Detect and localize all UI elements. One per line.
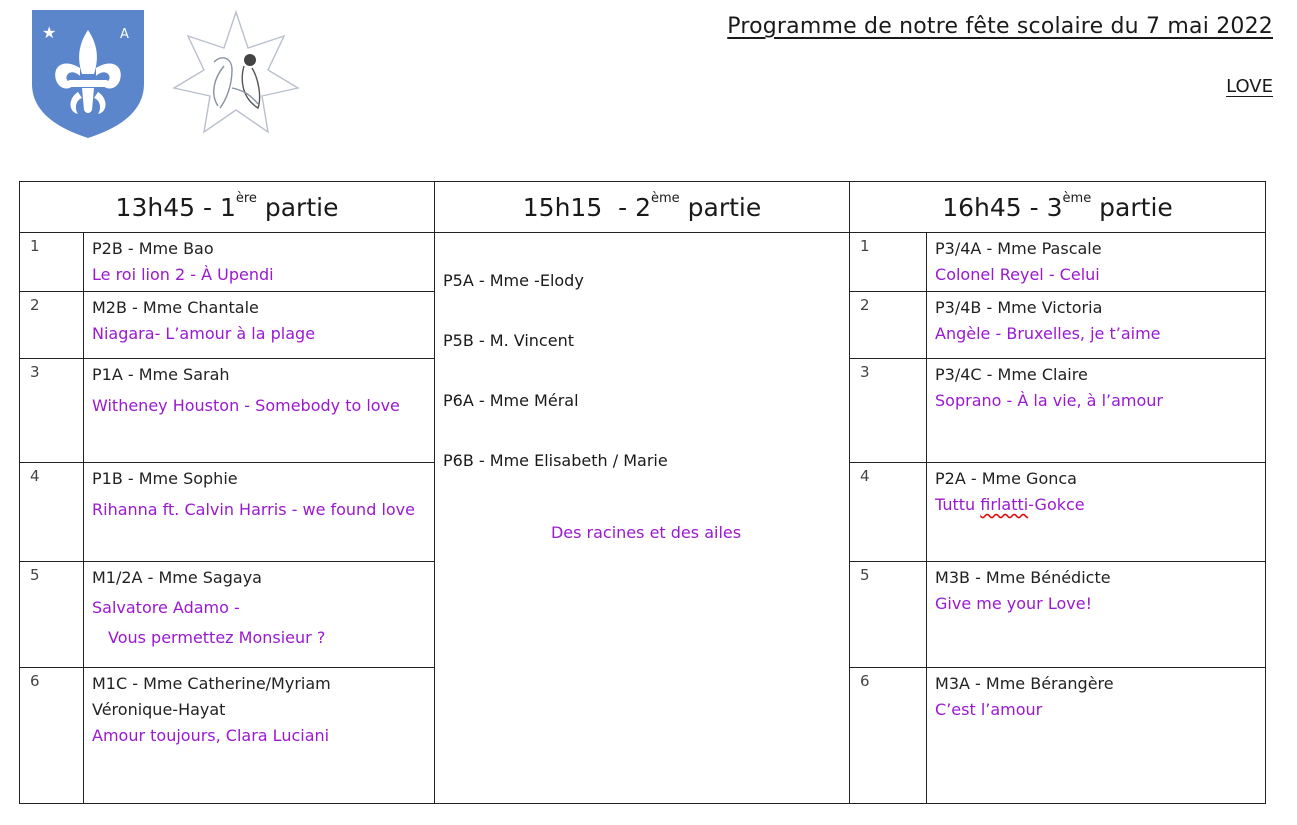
class-teacher: P2B - Mme Bao <box>92 239 214 258</box>
class-cell <box>84 292 435 359</box>
song-title: Give me your Love! <box>935 594 1092 613</box>
part1-time: 13h45 <box>115 192 196 222</box>
part2-class: P6A - Mme Méral <box>443 391 579 410</box>
class-teacher: M1C - Mme Catherine/Myriam <box>92 674 331 693</box>
column-header-part1: 13h45 - 1ère partie <box>20 182 435 233</box>
part1-sup: ère <box>235 191 257 207</box>
row-number: 3 <box>20 359 84 463</box>
spellcheck-word: firlatti <box>980 495 1029 514</box>
row-number: 6 <box>850 668 927 804</box>
song-title: Amour toujours, Clara Luciani <box>92 726 330 745</box>
row-number: 2 <box>20 292 84 359</box>
class-cell <box>84 562 435 668</box>
class-cell <box>927 668 1266 804</box>
class-cell <box>84 233 435 292</box>
class-cell <box>927 562 1266 668</box>
song-part: -Gokce <box>1028 495 1085 514</box>
part2-time: 15h15 <box>522 192 603 222</box>
class-cell <box>84 668 435 804</box>
page-subtitle: LOVE <box>1226 76 1273 97</box>
class-teacher-line2: Véronique-Hayat <box>92 700 226 719</box>
part3-ordinal: 3 <box>1046 192 1063 222</box>
class-teacher: M3A - Mme Bérangère <box>935 674 1114 693</box>
song-title: Salvatore Adamo - <box>92 598 240 617</box>
part2-class: P6B - Mme Elisabeth / Marie <box>443 451 668 470</box>
page-title: Programme de notre fête scolaire du 7 mai 2022 <box>727 14 1273 39</box>
class-teacher: M2B - Mme Chantale <box>92 298 259 317</box>
song-title-line2: Vous permettez Monsieur ? <box>108 628 326 647</box>
song-title <box>935 492 1259 518</box>
song-title: Rihanna ft. Calvin Harris - we found love <box>92 500 415 519</box>
class-teacher: M3B - Mme Bénédicte <box>935 568 1111 587</box>
song-title: Niagara- L’amour à la plage <box>92 324 316 343</box>
class-cell <box>927 463 1266 562</box>
class-cell <box>84 463 435 562</box>
class-teacher: P3/4C - Mme Claire <box>935 365 1088 384</box>
class-cell <box>927 359 1266 463</box>
song-title: Le roi lion 2 - À Upendi <box>92 265 274 284</box>
song-title: Soprano - À la vie, à l’amour <box>935 391 1163 410</box>
svg-text:★: ★ <box>42 23 57 42</box>
class-teacher: M1/2A - Mme Sagaya <box>92 568 262 587</box>
row-number: 1 <box>20 233 84 292</box>
class-teacher: P3/4A - Mme Pascale <box>935 239 1102 258</box>
class-teacher: P2A - Mme Gonca <box>935 469 1077 488</box>
column-header-part3: 16h45 - 3ème partie <box>850 182 1266 233</box>
class-cell <box>84 359 435 463</box>
row-number: 2 <box>850 292 927 359</box>
part3-time: 16h45 <box>942 192 1022 222</box>
class-cell <box>927 292 1266 359</box>
part3-sup: ème <box>1062 191 1092 207</box>
class-teacher: P3/4B - Mme Victoria <box>935 298 1103 317</box>
column-header-part2: 15h15 - 2ème partie <box>435 182 850 233</box>
song-title: Witheney Houston - Somebody to love <box>92 396 400 415</box>
row-number: 3 <box>850 359 927 463</box>
row-number: 5 <box>850 562 927 668</box>
part2-label: partie <box>687 192 762 222</box>
class-teacher: P1B - Mme Sophie <box>92 469 238 488</box>
song-title: C’est l’amour <box>935 700 1043 719</box>
part2-sup: ème <box>651 191 680 207</box>
part3-label: partie <box>1099 192 1173 222</box>
table-header-row <box>20 182 1266 233</box>
part2-cell <box>435 233 850 804</box>
row-number: 4 <box>20 463 84 562</box>
row-number: 1 <box>850 233 927 292</box>
programme-table <box>19 181 1266 804</box>
star-angel-logo <box>174 12 298 132</box>
part1-ordinal: 1 <box>219 192 236 222</box>
row-number: 4 <box>850 463 927 562</box>
song-title: Angèle - Bruxelles, je t’aime <box>935 324 1161 343</box>
row-number: 6 <box>20 668 84 804</box>
part2-class: P5B - M. Vincent <box>443 331 574 350</box>
row-number: 5 <box>20 562 84 668</box>
part2-song: Des racines et des ailes <box>550 523 742 542</box>
part1-label: partie <box>264 192 339 222</box>
table-row <box>20 233 1266 292</box>
class-teacher: P1A - Mme Sarah <box>92 365 230 384</box>
song-title: Colonel Reyel - Celui <box>935 265 1100 284</box>
logo-group <box>28 8 318 140</box>
svg-text:A: A <box>120 27 129 42</box>
part2-ordinal: 2 <box>635 192 652 222</box>
song-part: Tuttu <box>935 495 981 514</box>
part2-class: P5A - Mme -Elody <box>443 271 584 290</box>
school-shield-logo <box>32 10 144 138</box>
class-cell <box>927 233 1266 292</box>
